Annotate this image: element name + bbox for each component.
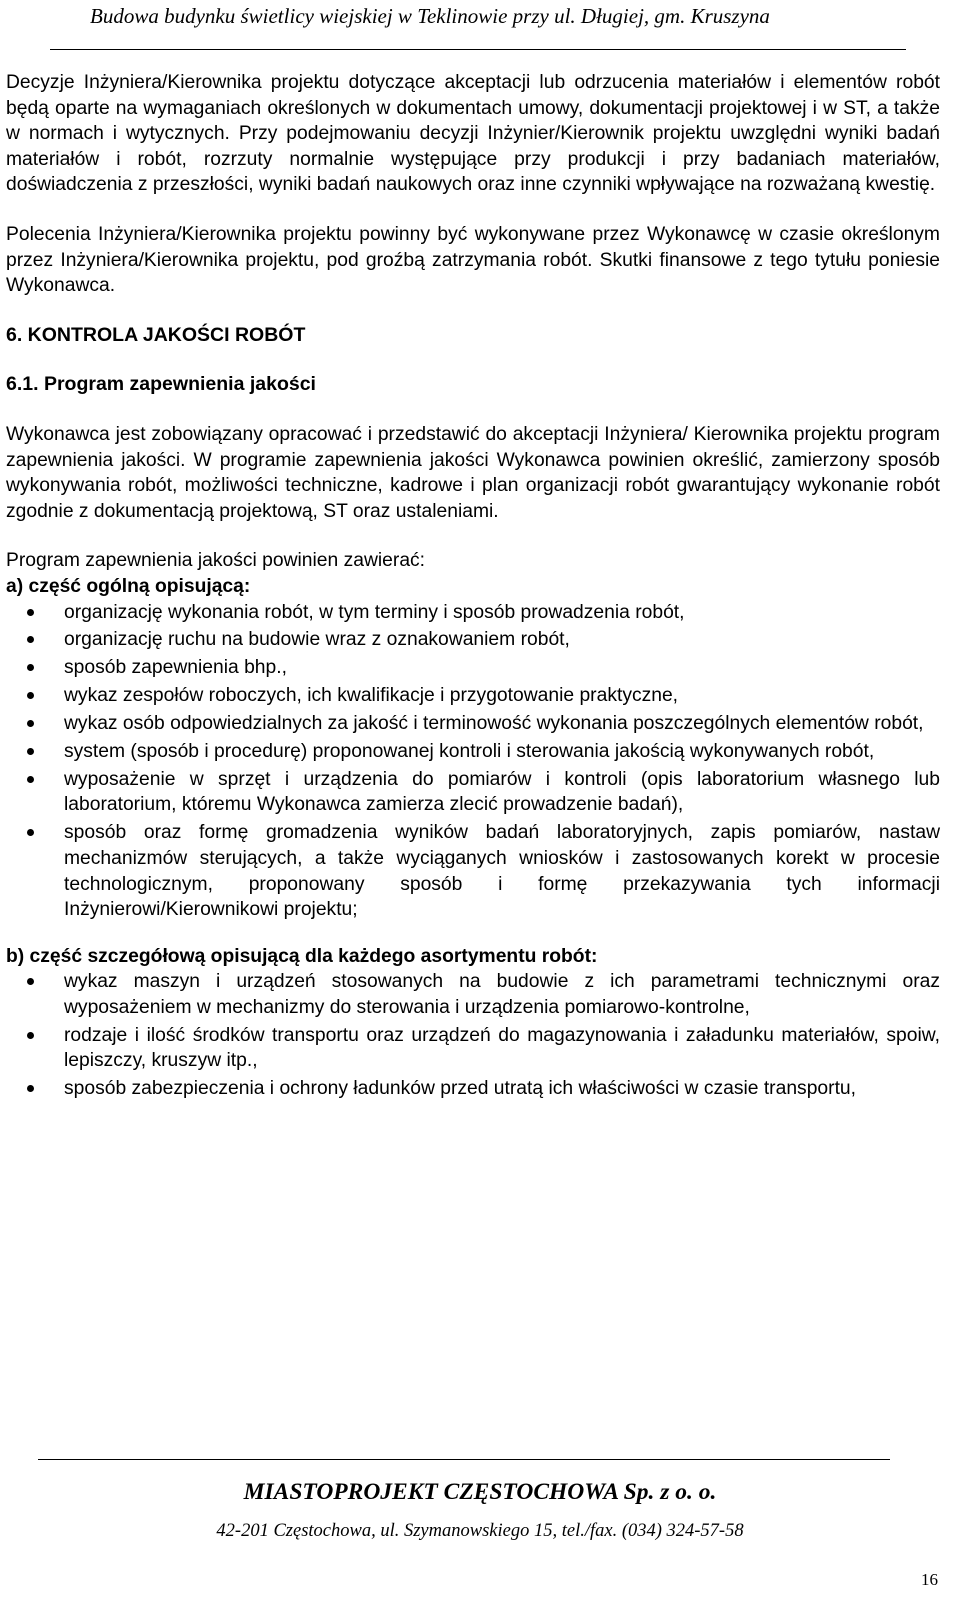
list-item: organizację ruchu na budowie wraz z oznakowaniem robót,: [6, 627, 940, 653]
list-item: wykaz maszyn i urządzeń stosowanych na budowie z ich parametrami technicznymi oraz wyposażeniem w mechanizmy do sterowania i urządzenia pomiarowo-kontrolne,: [6, 969, 940, 1020]
list-item: sposób oraz formę gromadzenia wyników badań laboratoryjnych, zapis pomiarów, nastaw mechanizmów sterujących, a także wyciąganych wniosków i zastosowanych korekt w procesie technologicznym, proponowany sposób i formę przekazywania tych informacji Inżynierowi/Kierownikowi projektu;: [6, 820, 940, 922]
bullet-icon: [27, 609, 34, 616]
subsection-heading: 6.1. Program zapewnienia jakości: [6, 373, 316, 396]
bullet-icon: [27, 748, 34, 755]
section-heading: 6. KONTROLA JAKOŚCI ROBÓT: [6, 323, 306, 346]
document-body: [6, 70, 940, 1106]
bullet-icon: [27, 829, 34, 836]
list-item: wykaz osób odpowiedzialnych za jakość i terminowość wykonania poszczególnych elementów robót,: [6, 711, 940, 737]
list-item: organizację wykonania robót, w tym terminy i sposób prowadzenia robót,: [6, 600, 940, 626]
list-item: sposób zapewnienia bhp.,: [6, 655, 940, 681]
paragraph-quality-program: Wykonawca jest zobowiązany opracować i przedstawić do akceptacji Inżyniera/ Kierownika projektu program zapewnienia jakości. W programie zapewnienia jakości Wykonawca powinien określić, zamierzony sposób wykonywania robót, możliwości techniczne, kadrowe i plan organizacji robót gwarantujący wykonanie robót zgodnie z dokumentacją projektową, ST oraz ustaleniami.: [6, 423, 940, 522]
bullet-icon: [27, 664, 34, 671]
spacer: [6, 927, 940, 944]
list-item: wykaz zespołów roboczych, ich kwalifikacje i przygotowanie praktyczne,: [6, 683, 940, 709]
running-header: Budowa budynku świetlicy wiejskiej w Teklinowie przy ul. Długiej, gm. Kruszyna: [90, 4, 770, 28]
page-number: 16: [921, 1570, 938, 1589]
footer-address: 42-201 Częstochowa, ul. Szymanowskiego 15, tel./fax. (034) 324-57-58: [216, 1521, 744, 1541]
paragraph-decisions: Decyzje Inżyniera/Kierownika projektu dotyczące akceptacji lub odrzucenia materiałów i elementów robót będą oparte na wymaganiach określonych w dokumentach umowy, dokumentacji projektowej i w ST, a także w normach i wytycznych. Przy podejmowaniu decyzji Inżynier/Kierownik projektu uwzględni wyniki badań materiałów i robót, rozrzuty normalnie występujące przy produkcji i przy badaniach materiałów, doświadczenia z przeszłości, wyniki badań naukowych oraz inne czynniki wpływające na rozważaną kwestię.: [6, 72, 940, 196]
footer-divider: [38, 1459, 890, 1460]
part-a-list: [6, 600, 940, 923]
footer-company-name: MIASTOPROJEKT CZĘSTOCHOWA Sp. z o. o.: [243, 1479, 717, 1505]
part-a-label: a) część ogólną opisującą:: [6, 575, 251, 597]
list-item: rodzaje i ilość środków transportu oraz urządzeń do magazynowania i załadunku materiałów, spoiw, lepiszczy, kruszyw itp.,: [6, 1023, 940, 1074]
list-item: wyposażenie w sprzęt i urządzenia do pomiarów i kontroli (opis laboratorium własnego lub laboratorium, któremu Wykonawca zamierza zlecić prowadzenie badań),: [6, 767, 940, 818]
bullet-icon: [27, 636, 34, 643]
part-b-list: [6, 969, 940, 1102]
bullet-icon: [27, 720, 34, 727]
program-intro: Program zapewnienia jakości powinien zawierać:: [6, 550, 426, 572]
part-b-label: b) część szczegółową opisującą dla każdego asortymentu robót:: [6, 945, 598, 967]
paragraph-instructions: Polecenia Inżyniera/Kierownika projektu powinny być wykonywane przez Wykonawcę w czasie określonym przez Inżyniera/Kierownika projektu, pod groźbą zatrzymania robót. Skutki finansowe z tego tytułu poniesie Wykonawca.: [6, 223, 940, 297]
list-item: sposób zabezpieczenia i ochrony ładunków przed utratą ich właściwości w czasie transportu,: [6, 1076, 940, 1102]
bullet-icon: [27, 692, 34, 699]
header-divider: [50, 49, 906, 50]
bullet-icon: [27, 1085, 34, 1092]
bullet-icon: [27, 978, 34, 985]
bullet-icon: [27, 1032, 34, 1039]
list-item: system (sposób i procedurę) proponowanej kontroli i sterowania jakością wykonywanych robót,: [6, 739, 940, 765]
bullet-icon: [27, 776, 34, 783]
